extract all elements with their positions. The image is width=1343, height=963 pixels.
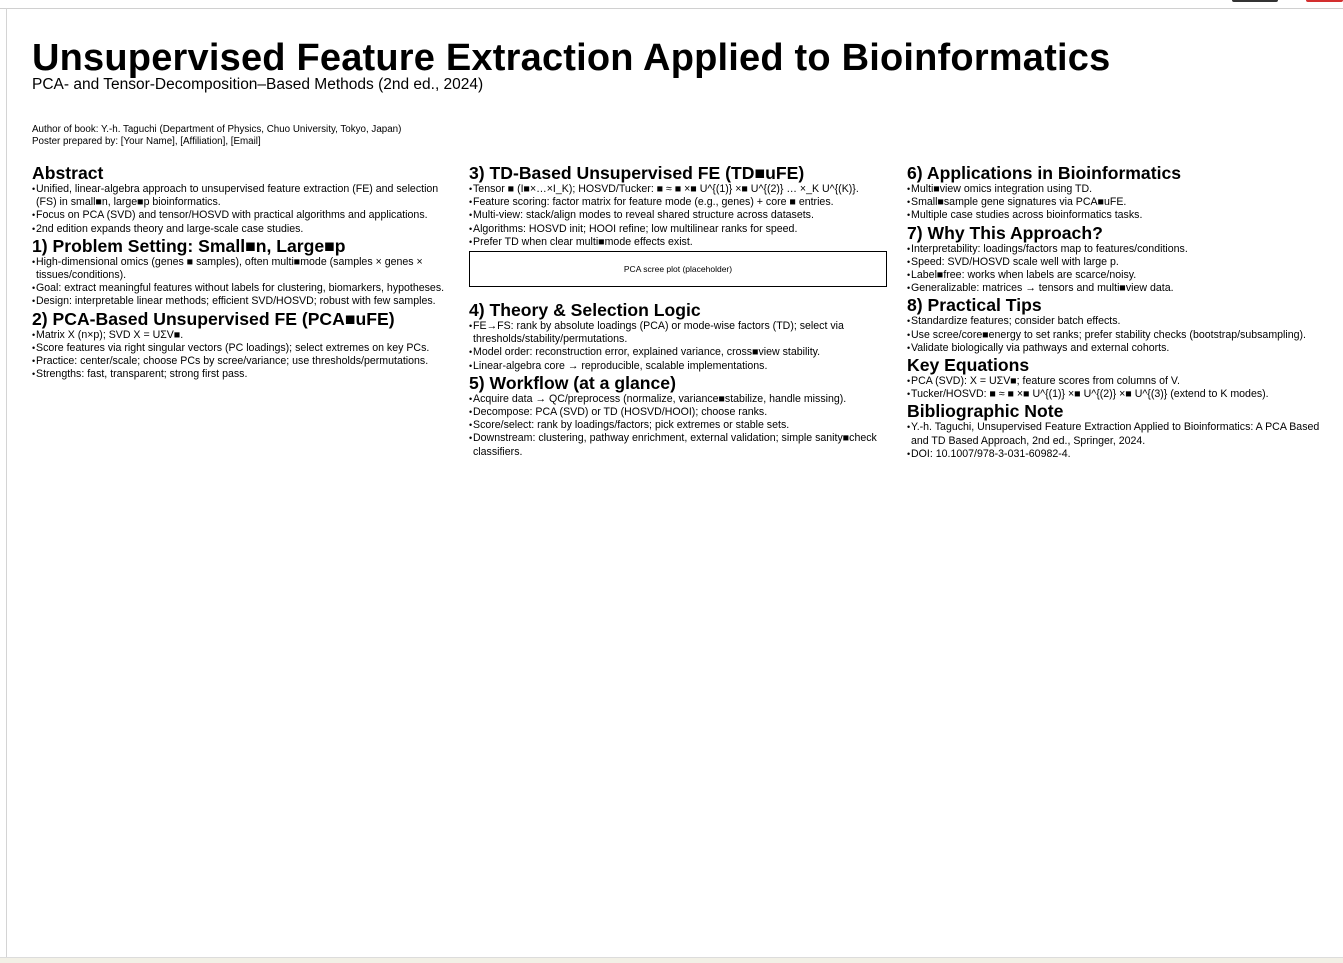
window-tab-indicator	[1232, 0, 1278, 2]
section-td-ufe	[469, 163, 887, 249]
bullet-item: • Linear-algebra core → reproducible, scalable implementations.	[469, 360, 887, 373]
bullet-item: • Goal: extract meaningful features without labels for clustering, biomarkers, hypotheses.	[32, 282, 452, 295]
bullet-item: • Design: interpretable linear methods; efficient SVD/HOSVD; robust with few samples.	[32, 295, 452, 308]
poster-column-3	[907, 163, 1325, 461]
section-heading: Bibliographic Note	[907, 401, 1064, 422]
bullet-item: • Downstream: clustering, pathway enrichment, external validation; simple sanity■check classifiers.	[469, 432, 887, 458]
book-author-line: Author of book: Y.-h. Taguchi (Department of Physics, Chuo University, Tokyo, Japan)	[32, 124, 402, 135]
bullet-item: • DOI: 10.1007/978-3-031-60982-4.	[907, 448, 1325, 461]
scree-plot-placeholder	[469, 251, 887, 287]
window-close-indicator	[1306, 0, 1343, 2]
bullet-item: • Matrix X (n×p); SVD X = UΣV■.	[32, 329, 452, 342]
poster-column-2	[469, 163, 887, 459]
bullet-item: • Multi■view omics integration using TD.	[907, 183, 1325, 196]
section-heading: 2) PCA-Based Unsupervised FE (PCA■uFE)	[32, 308, 395, 329]
section-bibliographic-note	[907, 401, 1325, 461]
bullet-item: • Tensor ■ (I■×…×I_K); HOSVD/Tucker: ■ ≈ ■ ×■ U^{(1)} ×■ U^{(2)} … ×_K U^{(K)}.	[469, 183, 887, 196]
section-applications	[907, 163, 1325, 223]
section-heading: 6) Applications in Bioinformatics	[907, 163, 1182, 183]
section-heading: Key Equations	[907, 355, 1030, 376]
figure-placeholder-label: PCA scree plot (placeholder)	[623, 264, 733, 275]
bullet-item: • Speed: SVD/HOSVD scale well with large p.	[907, 256, 1325, 269]
window-top-border	[0, 8, 1343, 9]
bullet-item: • Acquire data → QC/preprocess (normalize, variance■stabilize, handle missing).	[469, 393, 887, 406]
section-heading: Abstract	[32, 163, 104, 183]
bullet-item: • Validate biologically via pathways and external cohorts.	[907, 342, 1325, 355]
section-heading: 1) Problem Setting: Small■n, Large■p	[32, 235, 346, 256]
bullet-item: • FE→FS: rank by absolute loadings (PCA) or mode-wise factors (TD); select via thresholds/stability/permutations.	[469, 320, 887, 346]
window-left-border	[6, 8, 7, 958]
bullet-item: • Small■sample gene signatures via PCA■uFE.	[907, 196, 1325, 209]
section-practical-tips	[907, 295, 1325, 355]
bullet-item: • Model order: reconstruction error, explained variance, cross■view stability.	[469, 346, 887, 359]
section-why-this-approach	[907, 223, 1325, 296]
section-heading: 8) Practical Tips	[907, 295, 1042, 316]
poster-title: Unsupervised Feature Extraction Applied to Bioinformatics	[32, 37, 1111, 79]
bullet-item: • Decompose: PCA (SVD) or TD (HOSVD/HOOI); choose ranks.	[469, 406, 887, 419]
bullet-item: • Practice: center/scale; choose PCs by scree/variance; use thresholds/permutations.	[32, 355, 452, 368]
bullet-item: • Strengths: fast, transparent; strong first pass.	[32, 368, 452, 381]
poster-preparer-line: Poster prepared by: [Your Name], [Affiliation], [Email]	[32, 136, 261, 147]
section-heading: 3) TD-Based Unsupervised FE (TD■uFE)	[469, 163, 805, 183]
bullet-item: • Interpretability: loadings/factors map to features/conditions.	[907, 243, 1325, 256]
section-key-equations	[907, 355, 1325, 401]
author-block	[32, 124, 401, 148]
section-heading: 7) Why This Approach?	[907, 222, 1103, 243]
poster-column-1	[32, 163, 452, 381]
section-heading: 5) Workflow (at a glance)	[469, 372, 676, 393]
section-heading: 4) Theory & Selection Logic	[469, 300, 701, 321]
poster-subtitle: PCA- and Tensor-Decomposition–Based Methods (2nd ed., 2024)	[32, 76, 484, 93]
bullet-item: • 2nd edition expands theory and large-scale case studies.	[32, 223, 452, 236]
bullet-item: • Tucker/HOSVD: ■ ≈ ■ ×■ U^{(1)} ×■ U^{(2)} ×■ U^{(3)} (extend to K modes).	[907, 388, 1325, 401]
bullet-item: • Multi-view: stack/align modes to reveal shared structure across datasets.	[469, 209, 887, 222]
bullet-item: • Feature scoring: factor matrix for feature mode (e.g., genes) + core ■ entries.	[469, 196, 887, 209]
bullet-item: • Use scree/core■energy to set ranks; prefer stability checks (bootstrap/subsampling).	[907, 329, 1325, 342]
window-bottom-border	[0, 957, 1343, 963]
bullet-item: • Prefer TD when clear multi■mode effects exist.	[469, 236, 887, 249]
section-workflow	[469, 373, 887, 459]
bullet-item: • Unified, linear-algebra approach to unsupervised feature extraction (FE) and selection (FS) in small■n, large■p bioinformatics.	[32, 183, 452, 209]
bullet-item: • Multiple case studies across bioinformatics tasks.	[907, 209, 1325, 222]
bullet-item: • PCA (SVD): X = UΣV■; feature scores from columns of V.	[907, 375, 1325, 388]
bullet-item: • Label■free: works when labels are scarce/noisy.	[907, 269, 1325, 282]
bullet-item: • Standardize features; consider batch effects.	[907, 315, 1325, 328]
bullet-item: • Algorithms: HOSVD init; HOOI refine; low multilinear ranks for speed.	[469, 223, 887, 236]
section-problem-setting	[32, 236, 452, 309]
section-theory-selection	[469, 300, 887, 373]
bullet-item: • High-dimensional omics (genes ■ samples), often multi■mode (samples × genes × tissues/conditions).	[32, 256, 452, 282]
bullet-item: • Generalizable: matrices → tensors and multi■view data.	[907, 282, 1325, 295]
bullet-item: • Score/select: rank by loadings/factors; pick extremes or stable sets.	[469, 419, 887, 432]
bullet-item: • Score features via right singular vectors (PC loadings); select extremes on key PCs.	[32, 342, 452, 355]
section-abstract	[32, 163, 452, 236]
bullet-item: • Y.-h. Taguchi, Unsupervised Feature Extraction Applied to Bioinformatics: A PCA Based and TD Based Approach, 2nd ed., Springer, 2024.	[907, 421, 1325, 447]
section-pca-ufe	[32, 309, 452, 382]
bullet-item: • Focus on PCA (SVD) and tensor/HOSVD with practical algorithms and applications.	[32, 209, 452, 222]
